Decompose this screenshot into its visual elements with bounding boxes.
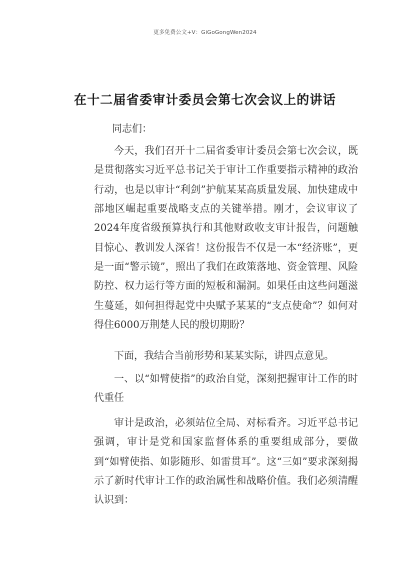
paragraph-outline [94,347,358,366]
paragraph-opening [94,142,358,335]
section-heading-1 [94,370,358,409]
paragraph-text: 下面，我结合当前形势和某某实际，讲四点意见。 [114,351,334,362]
header-note: 更多免费公文+V：GiGoGongWen2024 [153,30,257,36]
document-title: 在十二届省委审计委员会第七次会议上的讲话 [73,92,336,107]
section-heading-text: 一、以“如臂使指”的政治自觉，深刻把握审计工作的时代重任 [94,374,358,405]
paragraph-text: 今天，我们召开十二届省委审计委员会第七次会议，既是贯彻落实习近平总书记关于审计工作重要指示精神的政治行动，也是以审计“利剑”护航某某高质量发展、加快建成中部地区崛起重要战略支点的关键举措。刚才，会议审议了2024年度省级预算执行和其他财政收支审计报告，问题触目惊心、教训发人深省！这份报告不仅是一本“经济账”，更是一面“警示镜”，照出了我们在政策落地、资金管理、风险防控、权力运行等方面的短板和漏洞。如果任由这些问题滋生蔓延，如何担得起党中央赋予某某的“支点使命”？如何对得住6000万荆楚人民的殷切期盼？ [94,146,358,332]
paragraph-text: 审计是政治，必须站位全局、对标看齐。习近平总书记强调，审计是党和国家监督体系的重要组成部分，要做到“如臂使指、如影随形、如雷贯耳”。这“三如”要求深刻揭示了新时代审计工作的政治属性和战略价值。我们必须清醒认识到： [94,418,358,507]
paragraph-section-1 [94,414,358,511]
salutation: 同志们： [112,124,152,135]
